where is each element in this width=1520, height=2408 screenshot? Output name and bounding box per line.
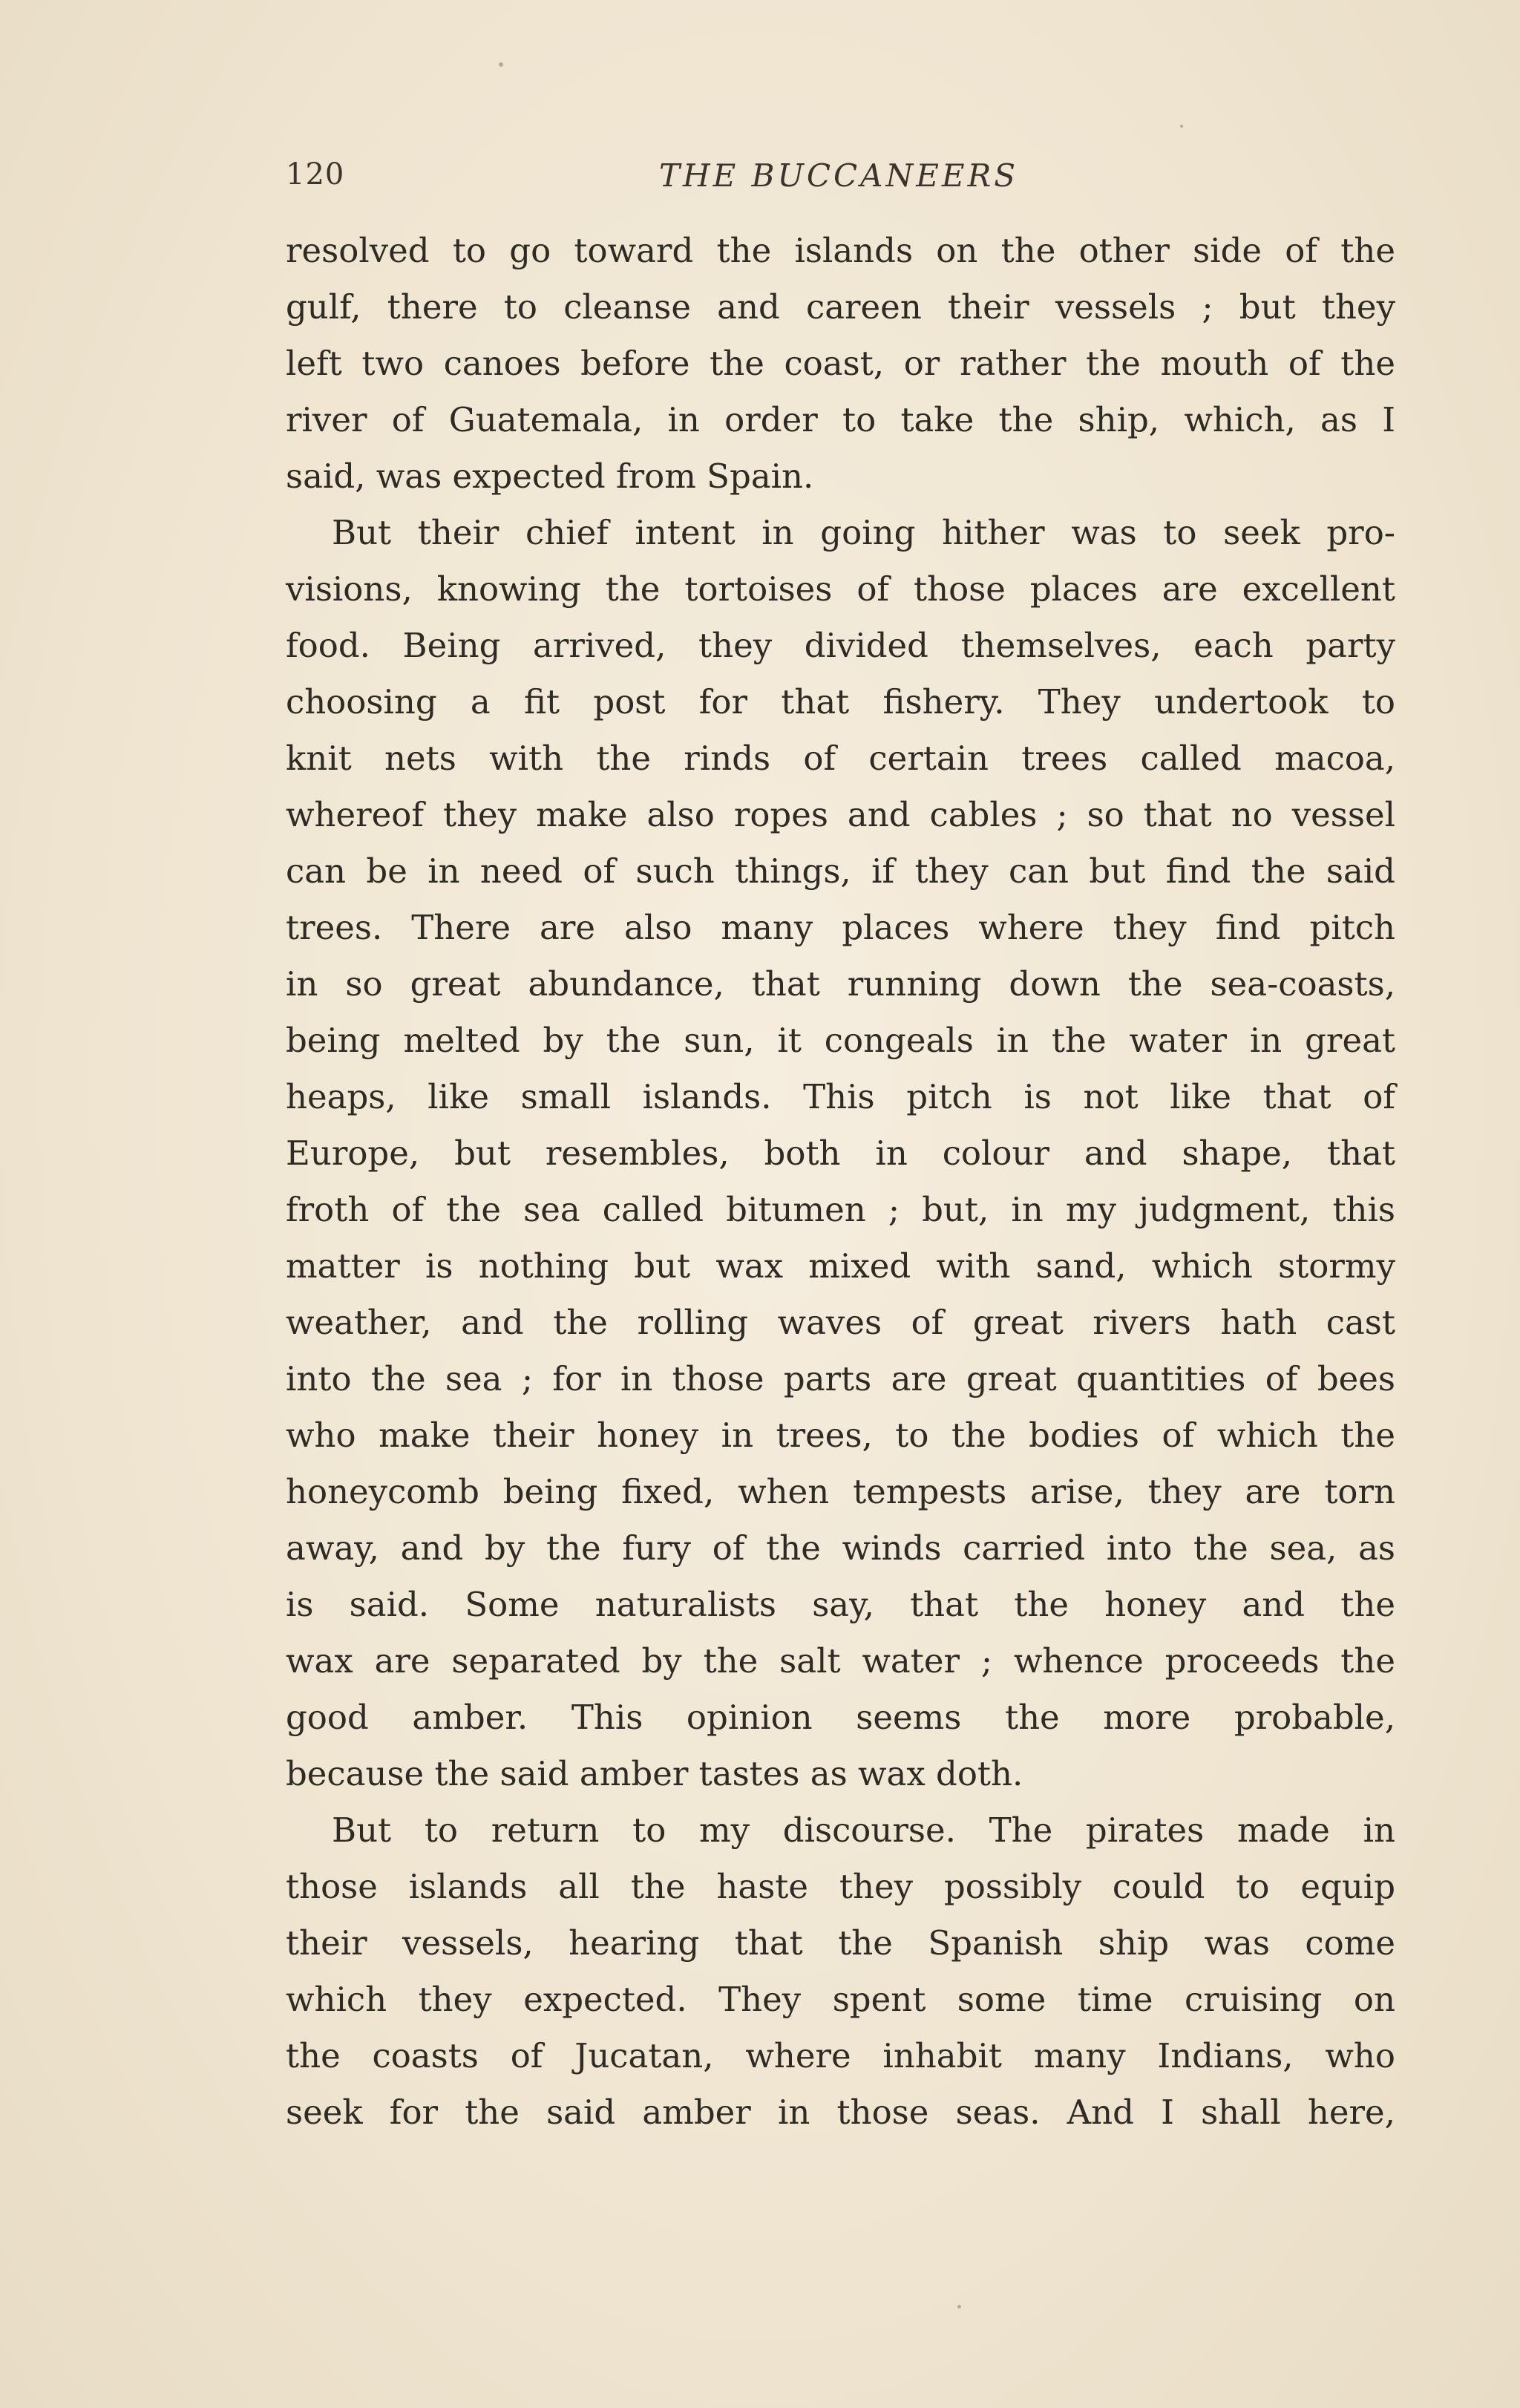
text-line: their vessels, hearing that the Spanish ship was come xyxy=(286,1923,1395,1963)
text-line: But their chief intent in going hither was to seek pro- xyxy=(332,513,1395,552)
text-line: river of Guatemala, in order to take the ship, which, as I xyxy=(286,400,1395,439)
text-line: because the said amber tastes as wax doth. xyxy=(286,1754,1023,1793)
running-title: THE BUCCANEERS xyxy=(659,157,1018,194)
text-line: wax are separated by the salt water ; whence proceeds the xyxy=(286,1641,1395,1681)
text-line: being melted by the sun, it congeals in the water in great xyxy=(286,1021,1395,1060)
text-line: gulf, there to cleanse and careen their vessels ; but they xyxy=(286,287,1395,327)
text-line: the coasts of Jucatan, where inhabit many Indians, who xyxy=(286,2036,1395,2075)
text-line: trees. There are also many places where they find pitch xyxy=(286,908,1395,947)
text-line: Europe, but resembles, both in colour and shape, that xyxy=(286,1133,1395,1173)
text-line: good amber. This opinion seems the more probable, xyxy=(286,1698,1395,1737)
text-line: which they expected. They spent some time cruising on xyxy=(286,1980,1395,2019)
text-line: in so great abundance, that running down the sea-coasts, xyxy=(286,964,1395,1004)
paragraph xyxy=(286,505,1395,1802)
text-line: But to return to my discourse. The pirates made in xyxy=(332,1810,1395,1850)
text-line: whereof they make also ropes and cables ; so that no vessel xyxy=(286,795,1395,834)
text-line: choosing a fit post for that fishery. They undertook to xyxy=(286,682,1395,722)
text-line: resolved to go toward the islands on the other side of the xyxy=(286,231,1395,270)
text-line: matter is nothing but wax mixed with sand, which stormy xyxy=(286,1246,1395,1286)
text-line: froth of the sea called bitumen ; but, in my judgment, this xyxy=(286,1190,1395,1229)
paper-speck xyxy=(1180,125,1183,128)
text-line: heaps, like small islands. This pitch is not like that of xyxy=(286,1077,1395,1116)
paper-speck xyxy=(957,2305,961,2309)
paragraph xyxy=(286,223,1395,505)
text-line: is said. Some naturalists say, that the honey and the xyxy=(286,1585,1395,1624)
text-line: visions, knowing the tortoises of those places are excellent xyxy=(286,569,1395,609)
text-line: who make their honey in trees, to the bodies of which the xyxy=(286,1416,1395,1455)
page-header xyxy=(286,157,1392,205)
text-line: seek for the said amber in those seas. And I shall here, xyxy=(286,2093,1395,2132)
page-number: 120 xyxy=(286,157,345,192)
text-line: said, was expected from Spain. xyxy=(286,457,814,496)
text-line: away, and by the fury of the winds carried into the sea, as xyxy=(286,1528,1395,1568)
text-line: weather, and the rolling waves of great rivers hath cast xyxy=(286,1303,1395,1342)
text-line: knit nets with the rinds of certain trees called macoa, xyxy=(286,739,1395,778)
text-line: those islands all the haste they possibly could to equip xyxy=(286,1867,1395,1906)
text-line: food. Being arrived, they divided themselves, each party xyxy=(286,626,1395,665)
text-line: can be in need of such things, if they can but find the said xyxy=(286,851,1395,891)
paper-speck xyxy=(499,62,503,67)
text-line: honeycomb being fixed, when tempests arise, they are torn xyxy=(286,1472,1395,1511)
text-line: left two canoes before the coast, or rather the mouth of the xyxy=(286,344,1395,383)
text-line: into the sea ; for in those parts are great quantities of bees xyxy=(286,1359,1395,1398)
body-text xyxy=(286,223,1395,2141)
paragraph xyxy=(286,1802,1395,2141)
